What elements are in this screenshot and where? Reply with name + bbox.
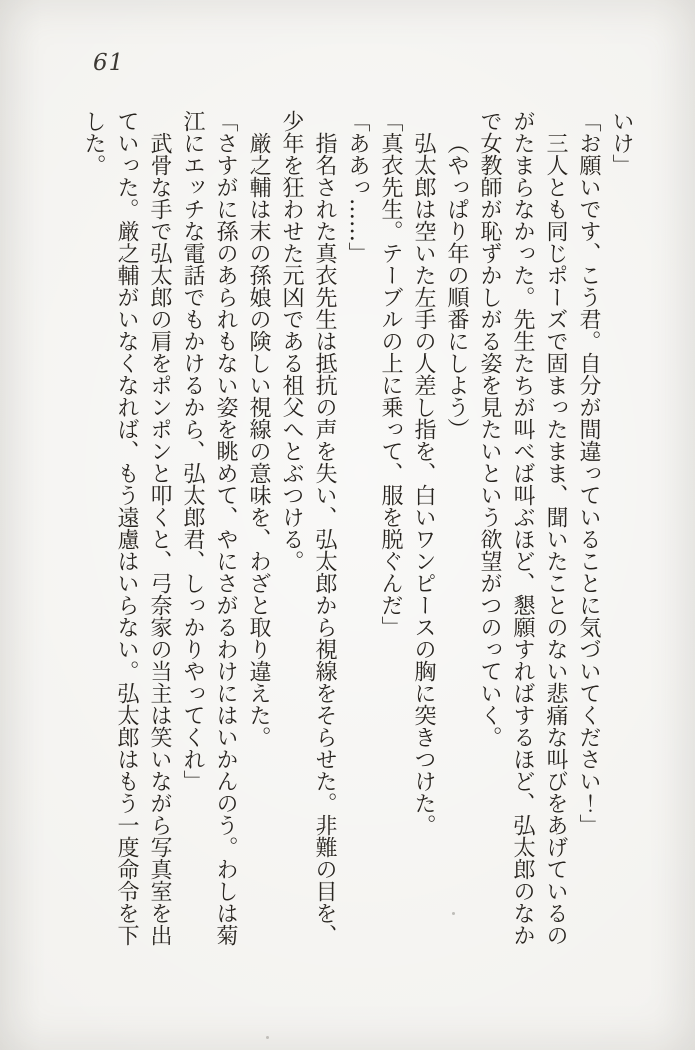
paragraph: 三人とも同じポーズで固まったまま、聞いたことのない悲痛な叫びをあげているのがたまらなかった。先生たちが叫べば叫ぶほど、懇願すればするほど、弘太郎のなかで女教師が恥ずかしがる姿を見たいという欲望がつのっていく。 [477, 110, 568, 946]
page-number: 61 [93, 50, 125, 76]
scan-speck [266, 1036, 269, 1039]
paragraph: 弘太郎は空いた左手の人差し指を、白いワンピースの胸に突きつけた。 [411, 132, 436, 836]
paragraph: 指名された真衣先生は抵抗の声を失い、弘太郎から視線をそらせた。非難の目を、少年を狂わせた元凶である祖父へとぶつける。 [279, 110, 337, 946]
paragraph: 「真衣先生。テーブルの上に乗って、服を脱ぐんだ」 [378, 110, 403, 638]
paragraph: いけ」 [609, 110, 634, 176]
paragraph: 武骨な手で弘太郎の肩をポンポンと叩くと、弓奈家の当主は笑いながら写真室を出ていった。厳之輔がいなくなれば、もう遠慮はいらない。弘太郎はもう一度命令を下した。 [81, 110, 172, 946]
paragraph: 「さすがに孫のあられもない姿を眺めて、やにさがるわけにはいかんのう。わしは菊江にエッチな電話でもかけるから、弘太郎君、しっかりやってくれ」 [180, 110, 238, 946]
page-text [77, 110, 638, 946]
paragraph: （やっぱり年の順番にしよう） [444, 132, 469, 440]
paragraph: 厳之輔は末の孫娘の険しい視線の意味を、わざと取り違えた。 [246, 132, 271, 748]
paragraph: 「ああっ……」 [345, 110, 370, 264]
paragraph: 「お願いです、こう君。自分が間違っていることに気づいてください！」 [576, 110, 601, 836]
